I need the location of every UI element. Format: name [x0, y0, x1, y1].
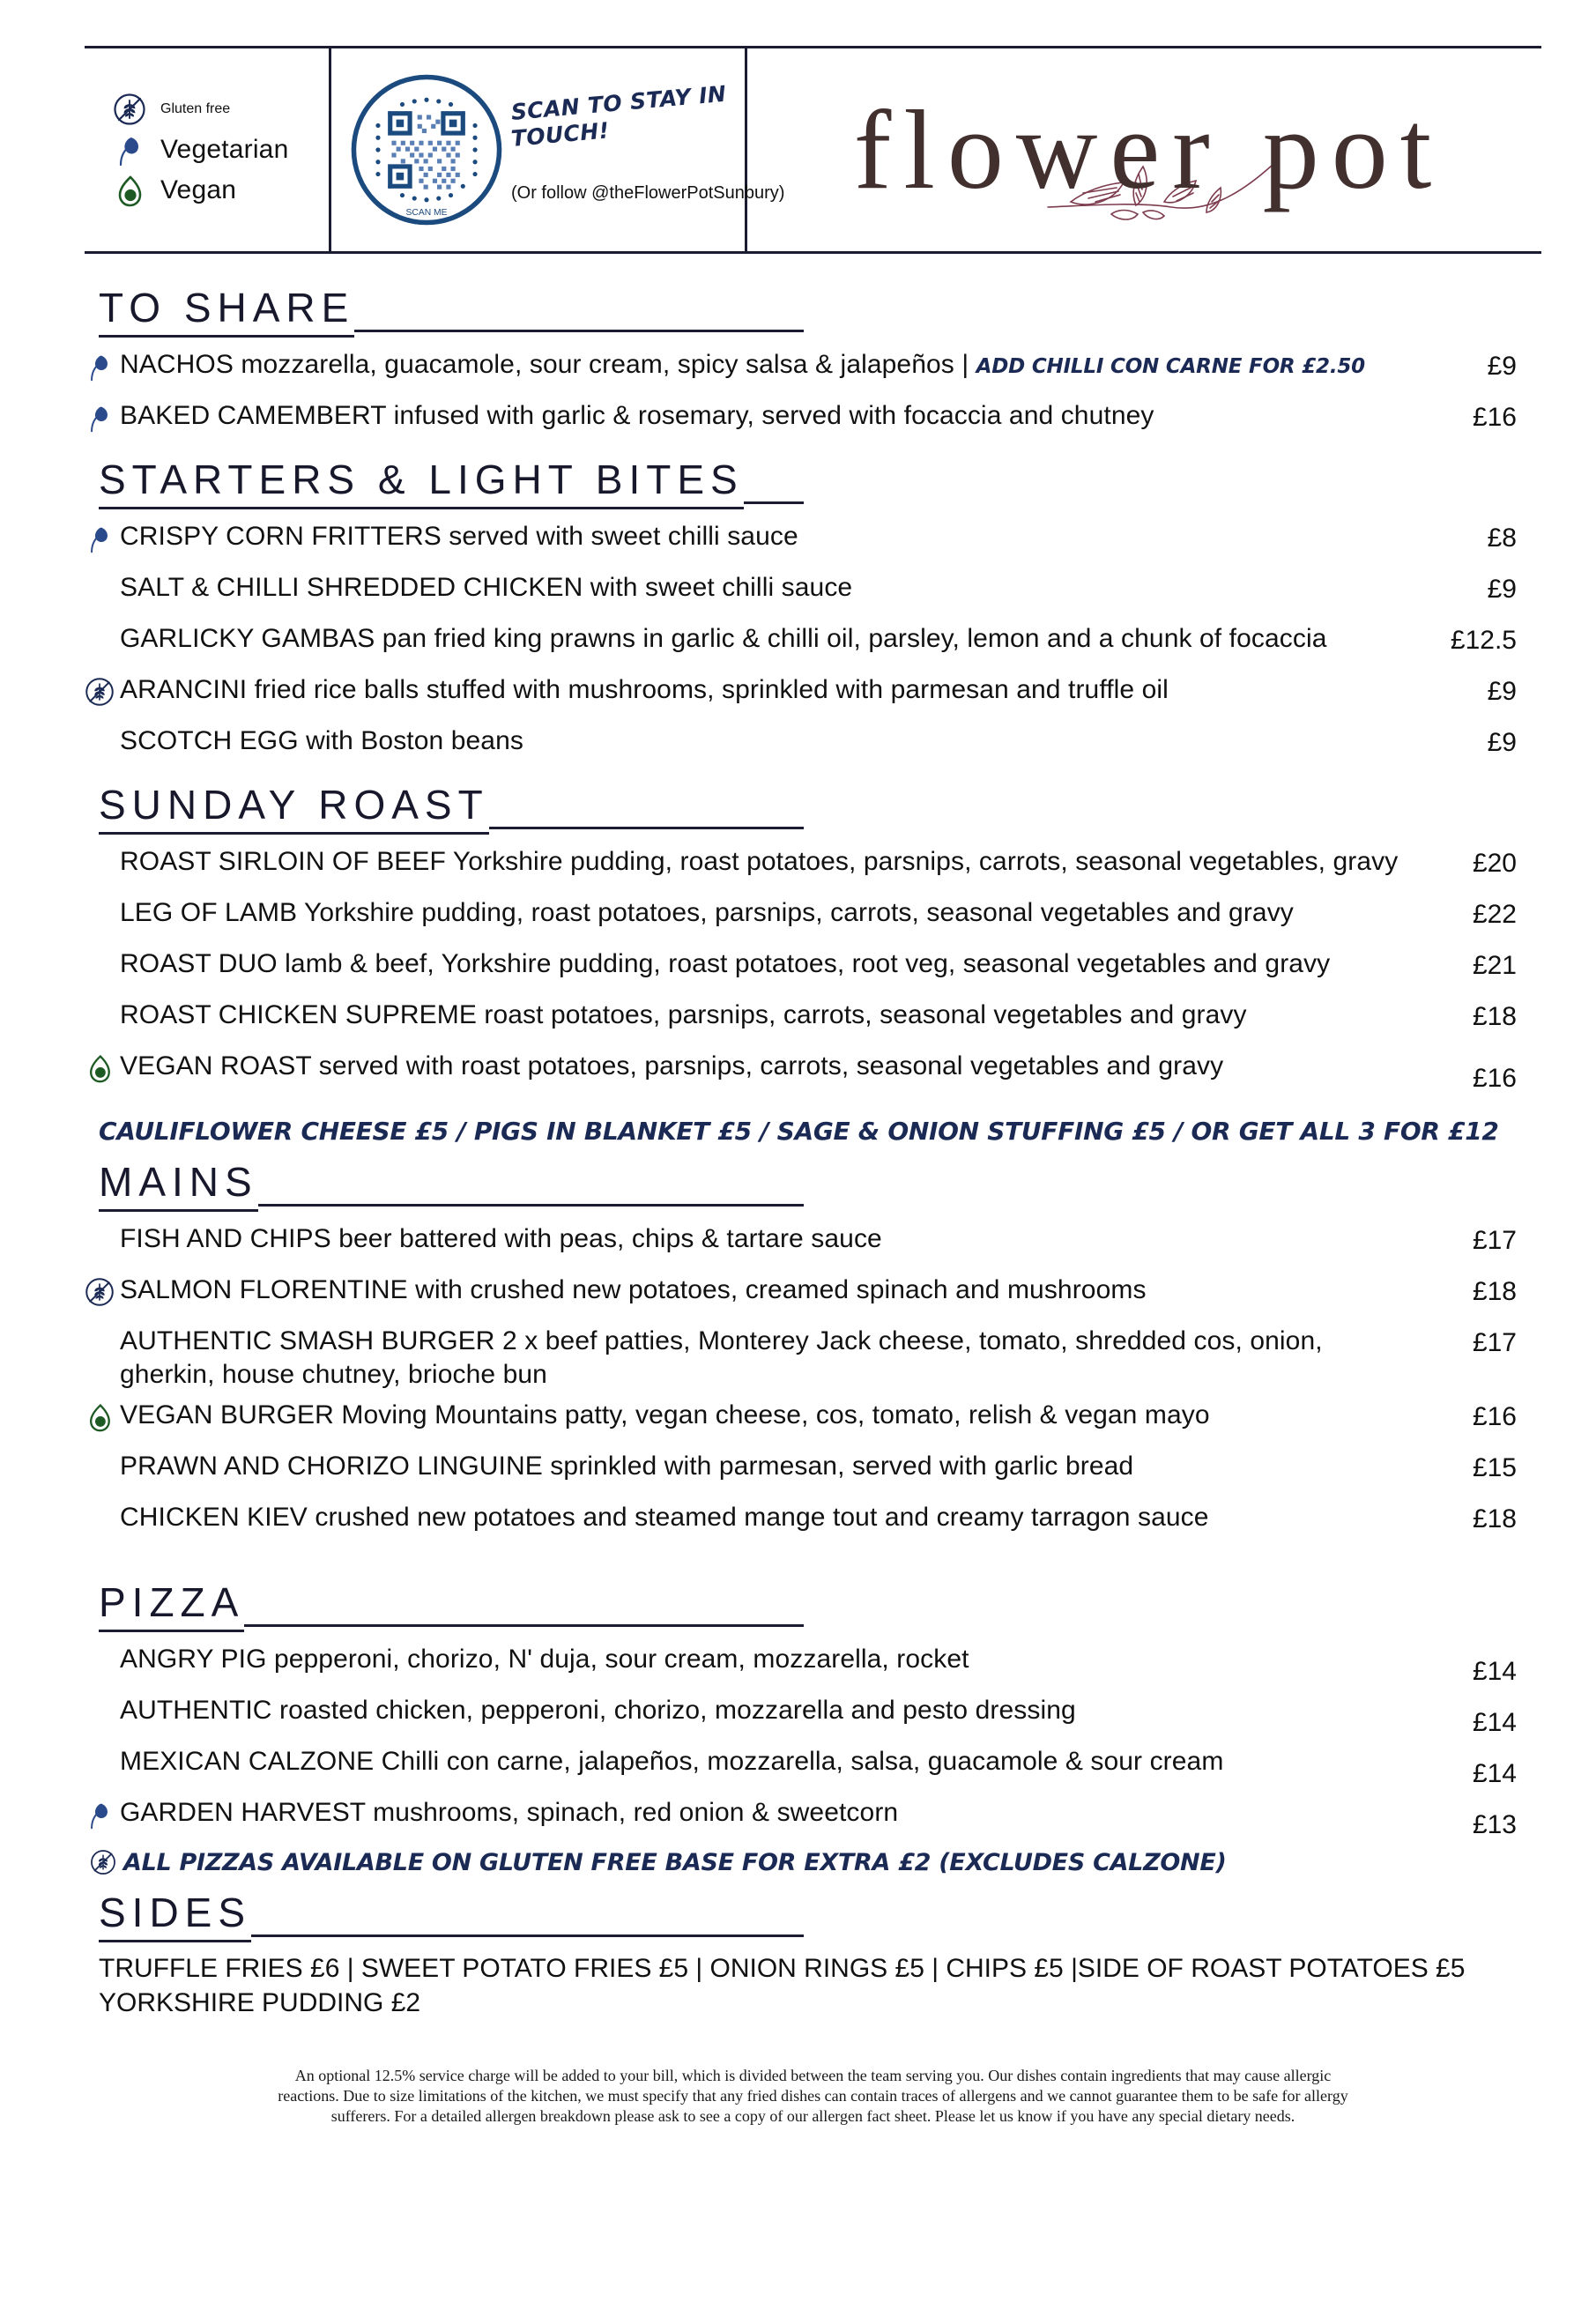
- section-rule: [251, 1934, 804, 1937]
- item-diet-icon-slot: [85, 1743, 120, 1749]
- menu-item: [85, 1743, 1541, 1789]
- item-diet-icon-slot: [85, 1272, 120, 1307]
- section-sunday-roast: [85, 781, 1541, 1146]
- item-description: [120, 1323, 1409, 1392]
- vegetarian-icon: [85, 1800, 115, 1830]
- section-starters-light-bites: [85, 456, 1541, 769]
- item-detail: roast potatoes, parsnips, carrots, seasonal vegetables and gravy: [476, 1000, 1247, 1029]
- vegan-icon: [113, 174, 146, 207]
- disclaimer-line-1: An optional 12.5% service charge will be added to your bill, which is divided between the team serving you. Our dishes contain ingredients that may cause allergic: [294, 2066, 1332, 2084]
- section-rule: [258, 1204, 804, 1207]
- brand-name: flower pot: [853, 87, 1444, 212]
- item-separator: |: [954, 350, 976, 379]
- section-rule: [489, 827, 804, 829]
- section-rule: [354, 330, 804, 332]
- item-description: [120, 1448, 1409, 1483]
- item-detail: pepperoni, chorizo, N' duja, sour cream, mozzarella, rocket: [266, 1644, 969, 1674]
- item-diet-icon-slot: [85, 1448, 120, 1453]
- vegan-icon: [85, 1053, 115, 1083]
- section-heading-sunday-roast: [99, 781, 804, 835]
- menu-item: [85, 1448, 1541, 1494]
- menu-item: [85, 1692, 1541, 1738]
- section-heading-pizza: [99, 1578, 804, 1632]
- item-detail: pan fried king prawns in garlic & chilli oil, parsley, lemon and a chunk of focaccia: [375, 624, 1327, 653]
- qr-headline-line2: TOUCH!: [509, 116, 611, 152]
- menu-item: [85, 397, 1541, 443]
- sides-list: [99, 1951, 1541, 2020]
- section-rule: [744, 501, 804, 504]
- section-sides: [85, 1889, 1541, 2020]
- item-price: £21: [1472, 951, 1517, 980]
- item-price: £20: [1472, 849, 1517, 878]
- section-heading-starters: [99, 456, 804, 509]
- item-detail: beer battered with peas, chips & tartare sauce: [330, 1224, 882, 1253]
- legend-label-vegan: Vegan: [160, 175, 237, 204]
- section-title: STARTERS & LIGHT BITES: [99, 456, 744, 509]
- item-diet-icon-slot: [85, 1048, 120, 1083]
- item-description: [120, 1692, 1409, 1727]
- item-price: £17: [1472, 1328, 1517, 1357]
- brand-logo: [747, 48, 1541, 251]
- legend-item-vegan: [113, 174, 329, 207]
- menu-item: [85, 946, 1541, 991]
- menu-item: [85, 843, 1541, 889]
- item-diet-icon-slot: [85, 620, 120, 626]
- item-price: £16: [1472, 1064, 1517, 1093]
- vegan-icon: [85, 1402, 115, 1432]
- gluten-free-icon: [85, 1277, 115, 1307]
- item-diet-icon-slot: [85, 723, 120, 728]
- menu-item: [85, 1499, 1541, 1545]
- item-description: [120, 946, 1409, 981]
- qr-text-block: [511, 71, 784, 228]
- disclaimer-line-3: sufferers. For a detailed allergen breakdown please ask to see a copy of our allergen fact sheet. Please let us know if you have any special dietary needs.: [330, 2106, 1295, 2125]
- section-to-share: [85, 284, 1541, 443]
- item-price: £14: [1472, 1707, 1517, 1737]
- dietary-legend: [85, 48, 331, 251]
- menu-item: [85, 569, 1541, 615]
- menu-item: [85, 518, 1541, 564]
- allergen-disclaimer: [169, 2066, 1457, 2127]
- qr-headline-line1: SCAN TO STAY IN: [509, 80, 728, 125]
- item-description: [120, 1641, 1409, 1676]
- item-name: ARANCINI: [120, 675, 248, 704]
- item-description: [120, 1221, 1409, 1256]
- item-name: ROAST CHICKEN SUPREME: [120, 1000, 477, 1029]
- item-description: [120, 1743, 1409, 1778]
- item-price: £14: [1472, 1656, 1517, 1686]
- item-name: VEGAN ROAST: [120, 1051, 312, 1080]
- section-title: SUNDAY ROAST: [99, 781, 489, 835]
- item-name: GARDEN HARVEST: [120, 1797, 366, 1827]
- section-mains: [85, 1158, 1541, 1545]
- item-diet-icon-slot: [85, 1641, 120, 1646]
- item-detail: with sweet chilli sauce: [583, 573, 853, 602]
- item-detail: with crushed new potatoes, creamed spinach and mushrooms: [407, 1275, 1147, 1304]
- item-description: [120, 1272, 1409, 1307]
- item-detail: roasted chicken, pepperoni, chorizo, mozzarella and pesto dressing: [271, 1695, 1076, 1725]
- vegetarian-icon: [85, 403, 115, 433]
- item-diet-icon-slot: [85, 1221, 120, 1226]
- item-diet-icon-slot: [85, 1397, 120, 1432]
- item-name: AUTHENTIC SMASH BURGER: [120, 1326, 495, 1355]
- item-name: SCOTCH EGG: [120, 726, 299, 755]
- item-detail: 2 x beef patties, Monterey Jack cheese, tomato, shredded cos, onion, gherkin, house chutney, brioche bun: [120, 1326, 1323, 1389]
- item-detail: fried rice balls stuffed with mushrooms, sprinkled with parmesan and truffle oil: [247, 675, 1169, 704]
- item-name: CHICKEN KIEV: [120, 1502, 308, 1532]
- legend-item-vegetarian: [113, 133, 329, 167]
- item-price: £15: [1472, 1452, 1517, 1482]
- menu-page: [0, 46, 1596, 2302]
- sides-line-2: YORKSHIRE PUDDING £2: [99, 1987, 421, 2017]
- menu-item: [85, 672, 1541, 717]
- legend-label-gluten-free: Gluten free: [160, 101, 231, 116]
- item-description: [120, 346, 1409, 382]
- item-description: [120, 518, 1409, 553]
- item-price: £9: [1487, 575, 1517, 604]
- item-diet-icon-slot: [85, 397, 120, 433]
- menu-header: [85, 46, 1541, 254]
- item-description: [120, 1048, 1409, 1083]
- item-name: PRAWN AND CHORIZO LINGUINE: [120, 1451, 543, 1481]
- item-name: ROAST SIRLOIN OF BEEF: [120, 847, 446, 876]
- menu-item: [85, 1048, 1541, 1094]
- item-diet-icon-slot: [85, 946, 120, 951]
- item-detail: sprinkled with parmesan, served with garlic bread: [542, 1451, 1134, 1481]
- qr-caption: SCAN ME: [405, 207, 448, 218]
- menu-item: [85, 895, 1541, 940]
- item-price: £16: [1472, 1401, 1517, 1431]
- item-price: £22: [1472, 900, 1517, 929]
- item-detail: Yorkshire pudding, roast potatoes, parsnips, carrots, seasonal vegetables and gravy: [297, 898, 1294, 927]
- item-detail: crushed new potatoes and steamed mange tout and creamy tarragon sauce: [307, 1502, 1209, 1532]
- pizza-gluten-free-note: [90, 1849, 1541, 1876]
- item-name: ANGRY PIG: [120, 1644, 267, 1674]
- item-diet-icon-slot: [85, 843, 120, 849]
- item-diet-icon-slot: [85, 1499, 120, 1504]
- item-diet-icon-slot: [85, 1692, 120, 1697]
- legend-label-vegetarian: Vegetarian: [160, 135, 289, 164]
- qr-block: [331, 48, 785, 251]
- item-price: £9: [1487, 677, 1517, 706]
- item-detail: mushrooms, spinach, red onion & sweetcorn: [365, 1797, 899, 1827]
- pizza-gluten-free-note-text: ALL PIZZAS AVAILABLE ON GLUTEN FREE BASE FOR EXTRA £2 (EXCLUDES CALZONE): [123, 1848, 1227, 1876]
- vegetarian-icon: [85, 524, 115, 553]
- item-diet-icon-slot: [85, 997, 120, 1002]
- menu-item: [85, 997, 1541, 1043]
- gluten-free-icon: [113, 93, 146, 126]
- item-detail: Yorkshire pudding, roast potatoes, parsnips, carrots, seasonal vegetables, gravy: [445, 847, 1399, 876]
- item-description: [120, 620, 1409, 656]
- section-title: PIZZA: [99, 1578, 244, 1632]
- item-description: [120, 1397, 1409, 1432]
- item-description: [120, 997, 1409, 1032]
- item-price: £18: [1472, 1504, 1517, 1533]
- item-name: SALMON FLORENTINE: [120, 1275, 408, 1304]
- item-name: AUTHENTIC: [120, 1695, 272, 1725]
- item-price: £8: [1487, 524, 1517, 553]
- item-description: [120, 723, 1409, 758]
- item-diet-icon-slot: [85, 518, 120, 553]
- item-name: LEG OF LAMB: [120, 898, 298, 927]
- section-title: SIDES: [99, 1889, 251, 1942]
- vegetarian-icon: [85, 352, 115, 382]
- gluten-free-icon: [90, 1849, 116, 1875]
- item-description: [120, 1499, 1409, 1534]
- item-detail: served with sweet chilli sauce: [441, 522, 798, 551]
- item-diet-icon-slot: [85, 346, 120, 382]
- section-heading-mains: [99, 1158, 804, 1212]
- item-description: [120, 1794, 1409, 1830]
- item-diet-icon-slot: [85, 895, 120, 900]
- item-description: [120, 672, 1409, 707]
- item-description: [120, 397, 1409, 433]
- menu-item: [85, 723, 1541, 769]
- menu-item: [85, 1397, 1541, 1443]
- item-detail: lamb & beef, Yorkshire pudding, roast potatoes, root veg, seasonal vegetables and gravy: [277, 949, 1331, 978]
- gluten-free-icon: [85, 677, 115, 707]
- item-price: £18: [1472, 1002, 1517, 1031]
- menu-item: [85, 1794, 1541, 1840]
- item-name: VEGAN BURGER: [120, 1400, 334, 1429]
- vegetarian-icon: [113, 133, 146, 167]
- item-diet-icon-slot: [85, 569, 120, 575]
- qr-follow-text: (Or follow @theFlowerPotSunbury): [511, 183, 785, 203]
- section-title: TO SHARE: [99, 284, 354, 338]
- item-detail: Chilli con carne, jalapeños, mozzarella, salsa, guacamole & sour cream: [374, 1746, 1224, 1776]
- item-price: £12.5: [1450, 626, 1517, 655]
- item-name: ROAST DUO: [120, 949, 278, 978]
- menu-item: [85, 1641, 1541, 1687]
- item-name: GARLICKY GAMBAS: [120, 624, 375, 653]
- qr-code-icon[interactable]: [351, 74, 502, 226]
- item-diet-icon-slot: [85, 1323, 120, 1328]
- item-detail: Moving Mountains patty, vegan cheese, cos, tomato, relish & vegan mayo: [333, 1400, 1210, 1429]
- item-name: CRISPY CORN FRITTERS: [120, 522, 442, 551]
- item-detail: infused with garlic & rosemary, served with focaccia and chutney: [386, 401, 1154, 430]
- disclaimer-line-2: reactions. Due to size limitations of the kitchen, we must specify that any fried dishes can contain traces of allergens and we cannot guarantee them to be safe for allergy: [278, 2086, 1348, 2105]
- item-detail: served with roast potatoes, parsnips, carrots, seasonal vegetables and gravy: [311, 1051, 1224, 1080]
- item-accent-note: ADD CHILLI CON CARNE FOR £2.50: [976, 355, 1365, 378]
- item-name: SALT & CHILLI SHREDDED CHICKEN: [120, 573, 583, 602]
- section-heading-to-share: [99, 284, 804, 338]
- menu-item: [85, 1272, 1541, 1318]
- menu-item: [85, 1221, 1541, 1266]
- menu-item: [85, 620, 1541, 666]
- item-name: NACHOS: [120, 350, 234, 379]
- menu-item: [85, 346, 1541, 392]
- item-price: £18: [1472, 1277, 1517, 1306]
- menu-item: [85, 1323, 1541, 1392]
- section-pizza: [85, 1578, 1541, 1876]
- item-price: £9: [1487, 352, 1517, 381]
- item-detail: mozzarella, guacamole, sour cream, spicy salsa & jalapeños: [233, 350, 954, 379]
- section-title: MAINS: [99, 1158, 258, 1212]
- item-price: £17: [1472, 1226, 1517, 1255]
- item-price: £16: [1472, 403, 1517, 432]
- section-heading-sides: [99, 1889, 804, 1942]
- item-price: £9: [1487, 728, 1517, 757]
- item-diet-icon-slot: [85, 1794, 120, 1830]
- item-name: FISH AND CHIPS: [120, 1224, 331, 1253]
- item-diet-icon-slot: [85, 672, 120, 707]
- item-price: £13: [1472, 1809, 1517, 1839]
- item-description: [120, 569, 1409, 605]
- item-name: MEXICAN CALZONE: [120, 1746, 375, 1776]
- roast-extras-line: CAULIFLOWER CHEESE £5 / PIGS IN BLANKET £5 / SAGE & ONION STUFFING £5 / OR GET ALL 3 FOR £12: [99, 1117, 1499, 1146]
- item-description: [120, 895, 1409, 930]
- legend-item-gluten-free: [113, 93, 329, 126]
- item-name: BAKED CAMEMBERT: [120, 401, 387, 430]
- section-rule: [244, 1624, 804, 1627]
- item-price: £14: [1472, 1758, 1517, 1788]
- item-description: [120, 843, 1409, 879]
- sides-line-1: TRUFFLE FRIES £6 | SWEET POTATO FRIES £5 | ONION RINGS £5 | CHIPS £5 |SIDE OF ROAST POTATOES £5: [99, 1953, 1466, 1983]
- menu-body: [85, 284, 1541, 2127]
- item-detail: with Boston beans: [298, 726, 523, 755]
